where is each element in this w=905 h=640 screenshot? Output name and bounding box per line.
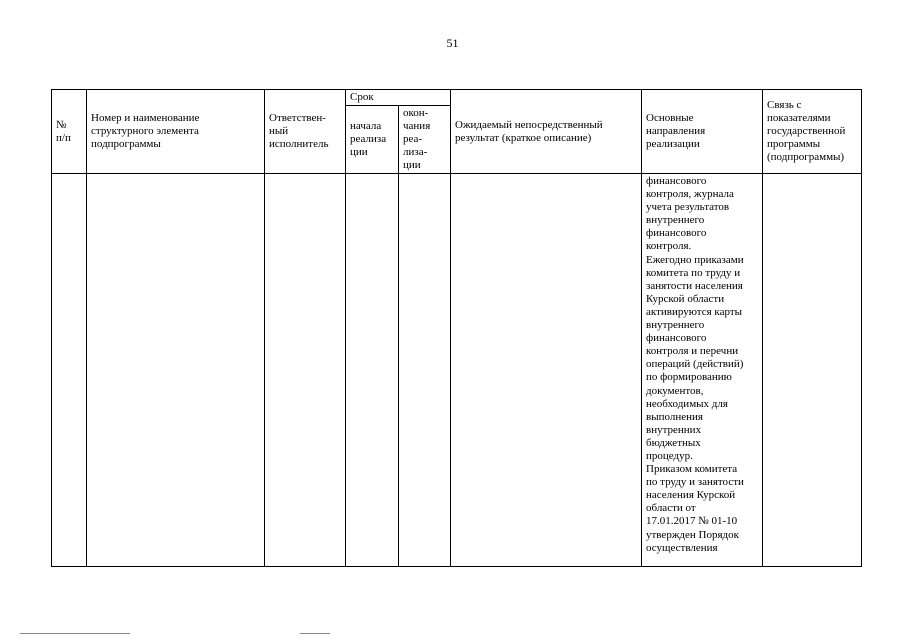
directions-line: документов,: [646, 384, 704, 397]
directions-line: финансового: [646, 227, 707, 240]
header-num: № п/п: [52, 90, 87, 174]
cell-expected-result: [451, 174, 642, 567]
directions-line: контроля, журнала: [646, 188, 734, 201]
directions-line: 17.01.2017 № 01-10: [646, 515, 738, 528]
directions-line: внутреннего: [646, 319, 705, 332]
cell-link: [763, 174, 862, 567]
header-link: Связь с показателями государственной программы (подпрограммы): [763, 90, 862, 174]
cell-responsible: [265, 174, 346, 567]
cell-term-start: [346, 174, 399, 567]
directions-line: занятости населения: [646, 279, 743, 292]
scan-artifact-line: [20, 633, 130, 634]
directions-line: операций (действий): [646, 358, 744, 371]
directions-line: процедур.: [646, 449, 693, 462]
directions-line: населения Курской: [646, 489, 736, 502]
directions-line: финансового: [646, 175, 707, 187]
page-number: 51: [446, 36, 459, 50]
header-term-start: начала реализа ции: [346, 106, 399, 174]
directions-line: области от: [646, 502, 696, 515]
header-term: Срок: [346, 90, 451, 106]
cell-name: [87, 174, 265, 567]
directions-line: комитета по труду и: [646, 266, 741, 279]
header-main-directions: Основные направления реализации: [642, 90, 763, 174]
directions-line: контроля.: [646, 240, 692, 253]
table-row: [52, 174, 862, 567]
header-name: Номер и наименование структурного элемента подпрограммы: [87, 90, 265, 174]
header-responsible: Ответствен- ный исполнитель: [265, 90, 346, 174]
scan-artifact-line: [300, 633, 330, 634]
header-expected-result: Ожидаемый непосредственный результат (краткое описание): [451, 90, 642, 174]
directions-line: внутреннего: [646, 214, 705, 227]
directions-line: выполнения: [646, 410, 703, 423]
cell-num: [52, 174, 87, 567]
header-row-top: [52, 90, 862, 106]
directions-line: Курской области: [646, 292, 725, 305]
directions-line: Ежегодно приказами: [646, 253, 744, 266]
directions-line: Приказом комитета: [646, 463, 738, 476]
directions-line: бюджетных: [646, 436, 701, 449]
directions-line: финансового: [646, 332, 707, 345]
cell-term-end: [399, 174, 451, 567]
directions-line: осуществления: [646, 541, 718, 554]
header-term-end: окон- чания реа- лиза- ции: [399, 106, 451, 174]
directions-line: утвержден Порядок: [646, 528, 739, 541]
directions-line: внутренних: [646, 423, 702, 436]
directions-line: по труду и занятости: [646, 476, 744, 489]
directions-line: учета результатов: [646, 201, 730, 214]
directions-line: по формированию: [646, 371, 732, 384]
cell-main-directions: [642, 174, 763, 567]
directions-line: необходимых для: [646, 397, 728, 410]
directions-line: контроля и перечни: [646, 345, 739, 358]
directions-line: активируются карты: [646, 305, 743, 318]
program-table: [51, 89, 862, 567]
